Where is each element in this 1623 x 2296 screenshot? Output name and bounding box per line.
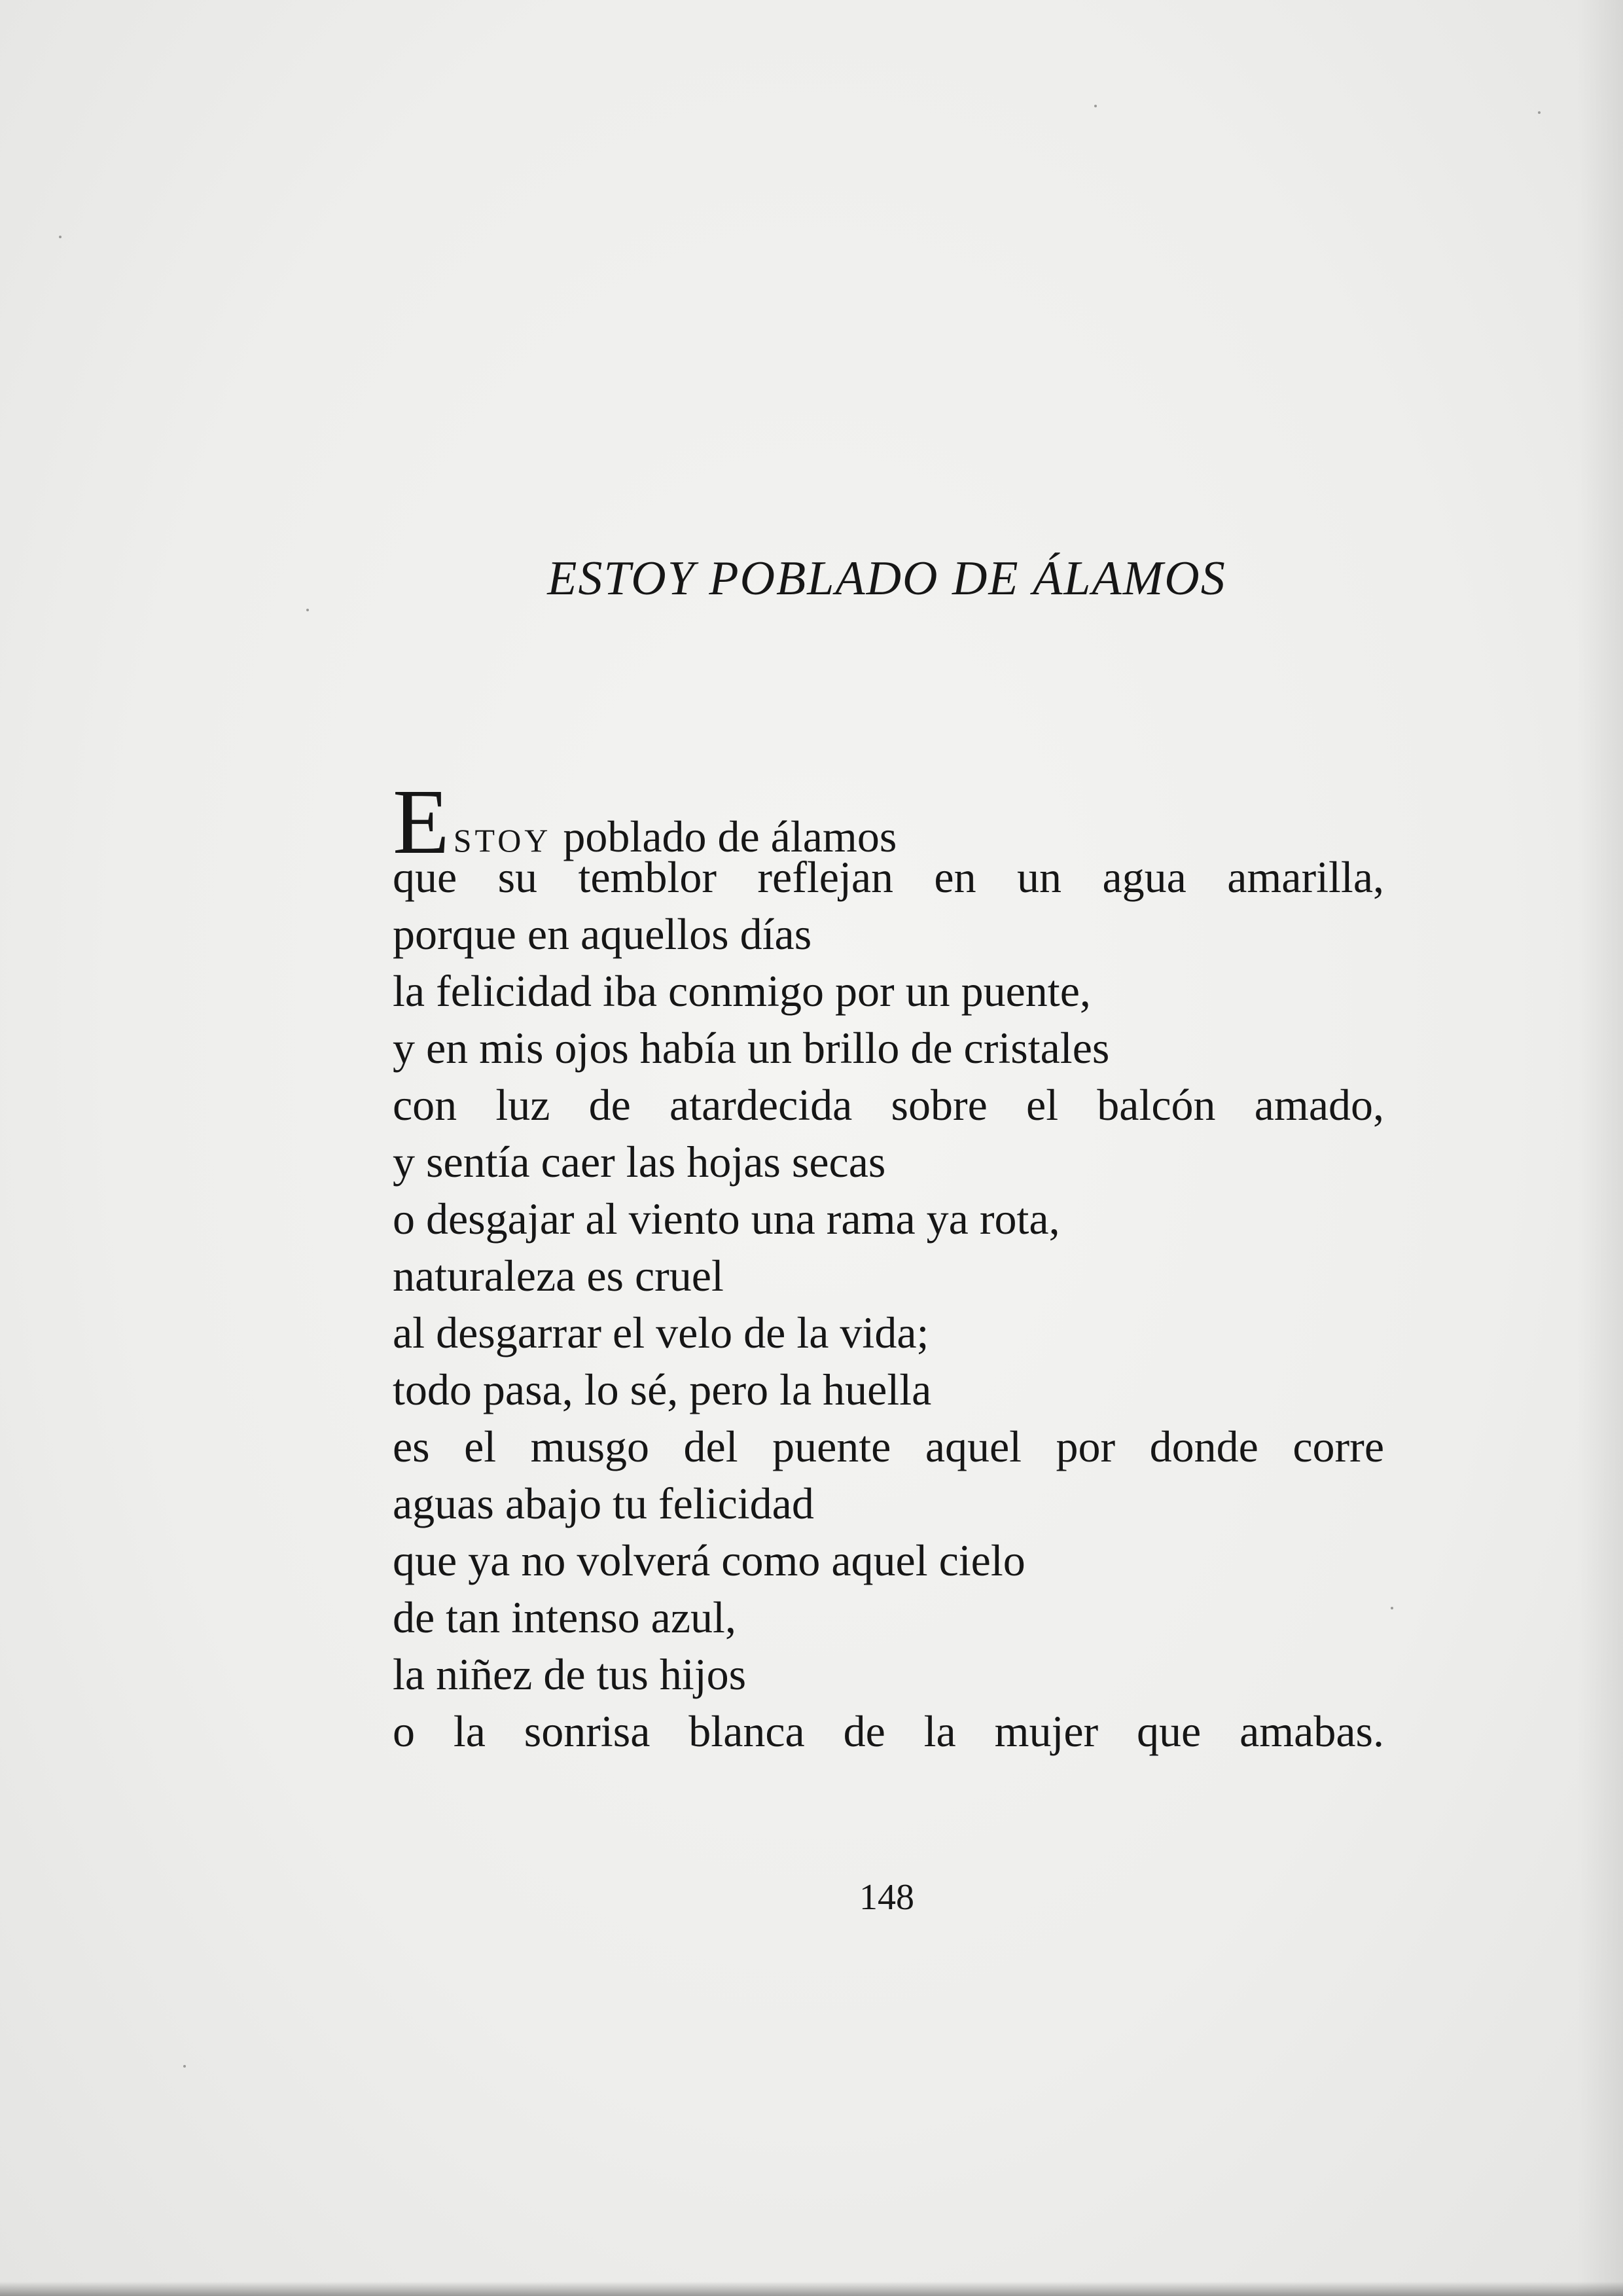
page-edge-shadow: [1577, 0, 1623, 2296]
paper-speck: [306, 609, 309, 611]
paper-speck: [1094, 105, 1097, 107]
poem-line: al desgarrar el velo de la vida;: [393, 1308, 929, 1357]
poem-line: naturaleza es cruel: [393, 1251, 724, 1300]
page-number: 148: [859, 1877, 914, 1918]
poem-line: la felicidad iba conmigo por un puente,: [393, 966, 1091, 1016]
poem-title: ESTOY POBLADO DE ÁLAMOS: [547, 552, 1226, 605]
paper-speck: [59, 236, 62, 238]
poem-line: es el musgo del puente aquel por donde corre: [393, 1422, 1384, 1471]
poem-line: que ya no volverá como aquel cielo: [393, 1535, 1026, 1585]
poem-line: con luz de atardecida sobre el balcón amado,: [393, 1080, 1384, 1130]
poem-line: porque en aquellos días: [393, 909, 812, 959]
poem-first-line: [393, 770, 1414, 873]
poem-line: y en mis ojos había un brillo de cristales: [393, 1023, 1110, 1073]
first-line-text: poblado de álamos: [563, 812, 897, 861]
poem-body: [393, 770, 1414, 1760]
poem-line: o desgajar al viento una rama ya rota,: [393, 1194, 1060, 1244]
paper-speck: [1538, 111, 1541, 114]
poem-line: o la sonrisa blanca de la mujer que amabas.: [393, 1706, 1384, 1756]
page-bottom-edge: [0, 2282, 1623, 2296]
drop-cap-letter: E: [393, 770, 450, 873]
poem-line: todo pasa, lo sé, pero la huella: [393, 1365, 932, 1414]
paper-speck: [183, 2065, 186, 2068]
first-word-small-caps: STOY: [453, 822, 552, 859]
poem-line: que su temblor reflejan en un agua amarilla,: [393, 852, 1384, 902]
poem-line: aguas abajo tu felicidad: [393, 1479, 814, 1528]
poem-line: de tan intenso azul,: [393, 1592, 736, 1642]
poem-line: la niñez de tus hijos: [393, 1649, 747, 1699]
poem-line: y sentía caer las hojas secas: [393, 1137, 886, 1187]
